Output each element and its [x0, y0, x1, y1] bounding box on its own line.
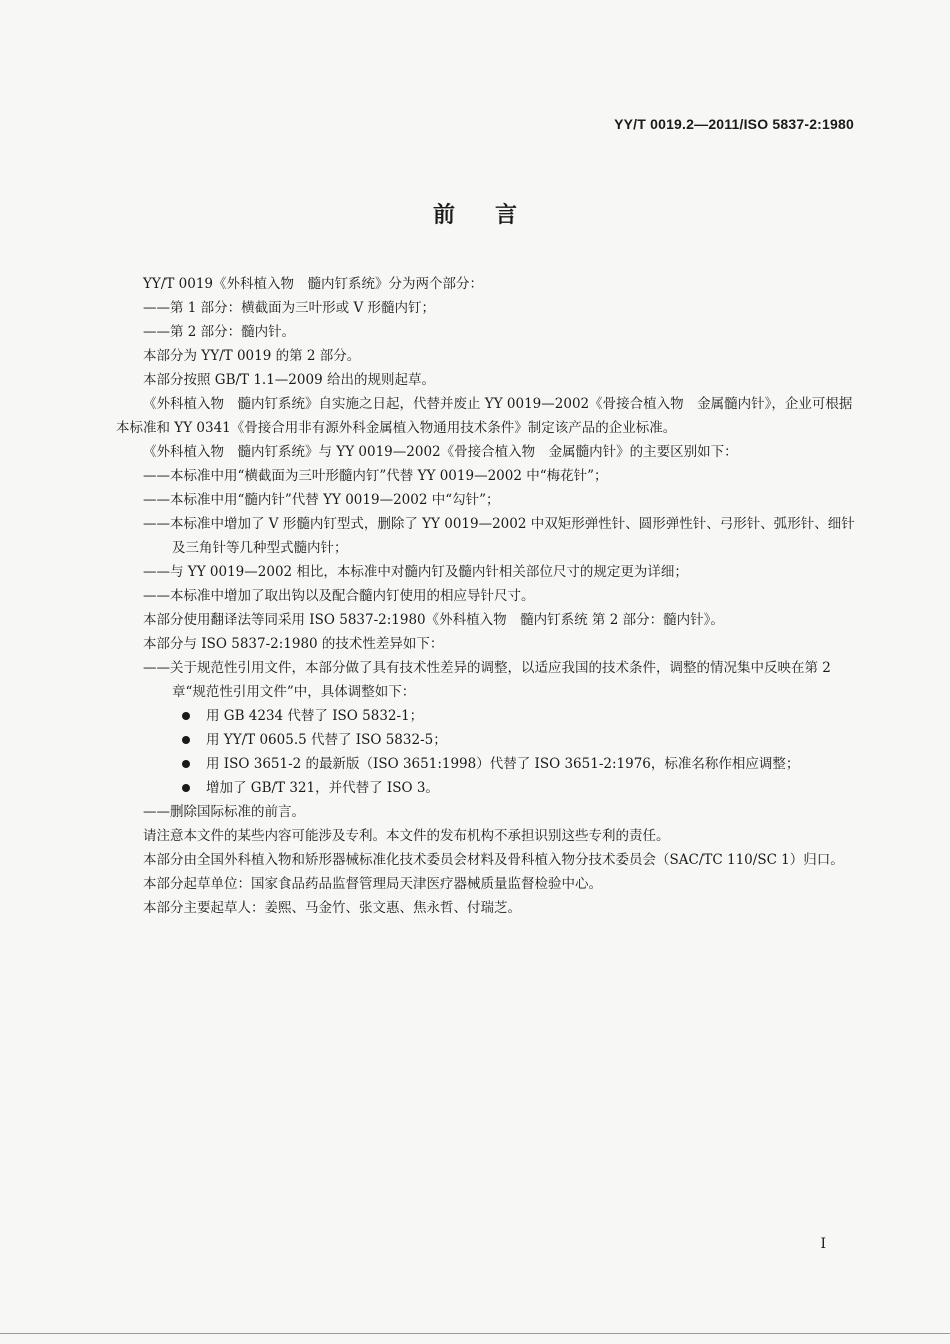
paragraph: 本部分为 YY/T 0019 的第 2 部分。 [143, 348, 361, 364]
paragraph: YY/T 0019《外科植入物 髓内钉系统》分为两个部分： [143, 276, 484, 292]
bullet-icon [182, 736, 190, 744]
page-bottom-edge [0, 1333, 950, 1334]
bullet-icon [182, 712, 190, 720]
page-number: I [820, 1236, 826, 1252]
paragraph: 本部分由全国外科植入物和矫形器械标准化技术委员会材料及骨科植入物分技术委员会（SAC/TC 110/SC 1）归口。 [143, 852, 844, 868]
bullet-item [116, 776, 856, 800]
dash-list-item: ——第 1 部分：横截面为三叶形或 V 形髓内钉； [143, 300, 436, 316]
page-title: 前言 [432, 203, 557, 228]
bullet-item [116, 704, 856, 728]
paragraph: 《外科植入物 髓内钉系统》与 YY 0019—2002《骨接合植入物 金属髓内针》的主要区别如下： [143, 444, 738, 460]
standard-code-header: YY/T 0019.2—2011/ISO 5837-2:1980 [614, 116, 854, 132]
dash-list-item: ——本标准中用“髓内针”代替 YY 0019—2002 中“勾针”； [143, 492, 500, 508]
paragraph: 本部分主要起草人：姜熙、马金竹、张文惠、焦永哲、付瑞芝。 [143, 900, 521, 916]
bullet-text: 用 GB 4234 代替了 ISO 5832-1； [206, 708, 424, 724]
dash-list-item: ——关于规范性引用文件，本部分做了具有技术性差异的调整，以适应我国的技术条件，调整的情况集中反映在第 2 章“规范性引用文件”中，具体调整如下： [143, 660, 831, 700]
bullet-text: 用 ISO 3651-2 的最新版（ISO 3651:1998）代替了 ISO 3651-2:1976，标准名称作相应调整； [206, 756, 800, 772]
bullet-item [116, 728, 856, 752]
document-body [116, 272, 856, 920]
paragraph: 本部分起草单位：国家食品药品监督管理局天津医疗器械质量监督检验中心。 [143, 876, 602, 892]
bullet-icon [182, 784, 190, 792]
paragraph: 本部分与 ISO 5837-2:1980 的技术性差异如下： [143, 636, 444, 652]
dash-list-item: ——删除国际标准的前言。 [143, 804, 305, 820]
dash-list-item: ——第 2 部分：髓内针。 [143, 324, 296, 340]
paragraph: 本部分使用翻译法等同采用 ISO 5837-2:1980《外科植入物 髓内钉系统 第 2 部分：髓内针》。 [143, 612, 724, 628]
bullet-item [116, 752, 856, 776]
paragraph: 本部分按照 GB/T 1.1—2009 给出的规则起草。 [143, 372, 435, 388]
dash-list-item: ——与 YY 0019—2002 相比，本标准中对髓内钉及髓内针相关部位尺寸的规定更为详细； [143, 564, 688, 580]
bullet-icon [182, 760, 190, 768]
bullet-text: 用 YY/T 0605.5 代替了 ISO 5832-5； [206, 732, 447, 748]
paragraph: 请注意本文件的某些内容可能涉及专利。本文件的发布机构不承担识别这些专利的责任。 [143, 828, 670, 844]
paragraph: 《外科植入物 髓内钉系统》自实施之日起，代替并废止 YY 0019—2002《骨接合植入物 金属髓内针》，企业可根据本标准和 YY 0341《骨接合用非有源外科金属植入物通用技术条件》制定该产品的企业标准。 [116, 396, 853, 436]
dash-list-item: ——本标准中用“横截面为三叶形髓内钉”代替 YY 0019—2002 中“梅花针”； [143, 468, 608, 484]
dash-list-item: ——本标准中增加了取出钩以及配合髓内钉使用的相应导针尺寸。 [143, 588, 535, 604]
bullet-text: 增加了 GB/T 321，并代替了 ISO 3。 [206, 780, 439, 796]
dash-list-item: ——本标准中增加了 V 形髓内钉型式，删除了 YY 0019—2002 中双矩形弹性针、圆形弹性针、弓形针、弧形针、细针及三角针等几种型式髓内针； [143, 516, 855, 556]
